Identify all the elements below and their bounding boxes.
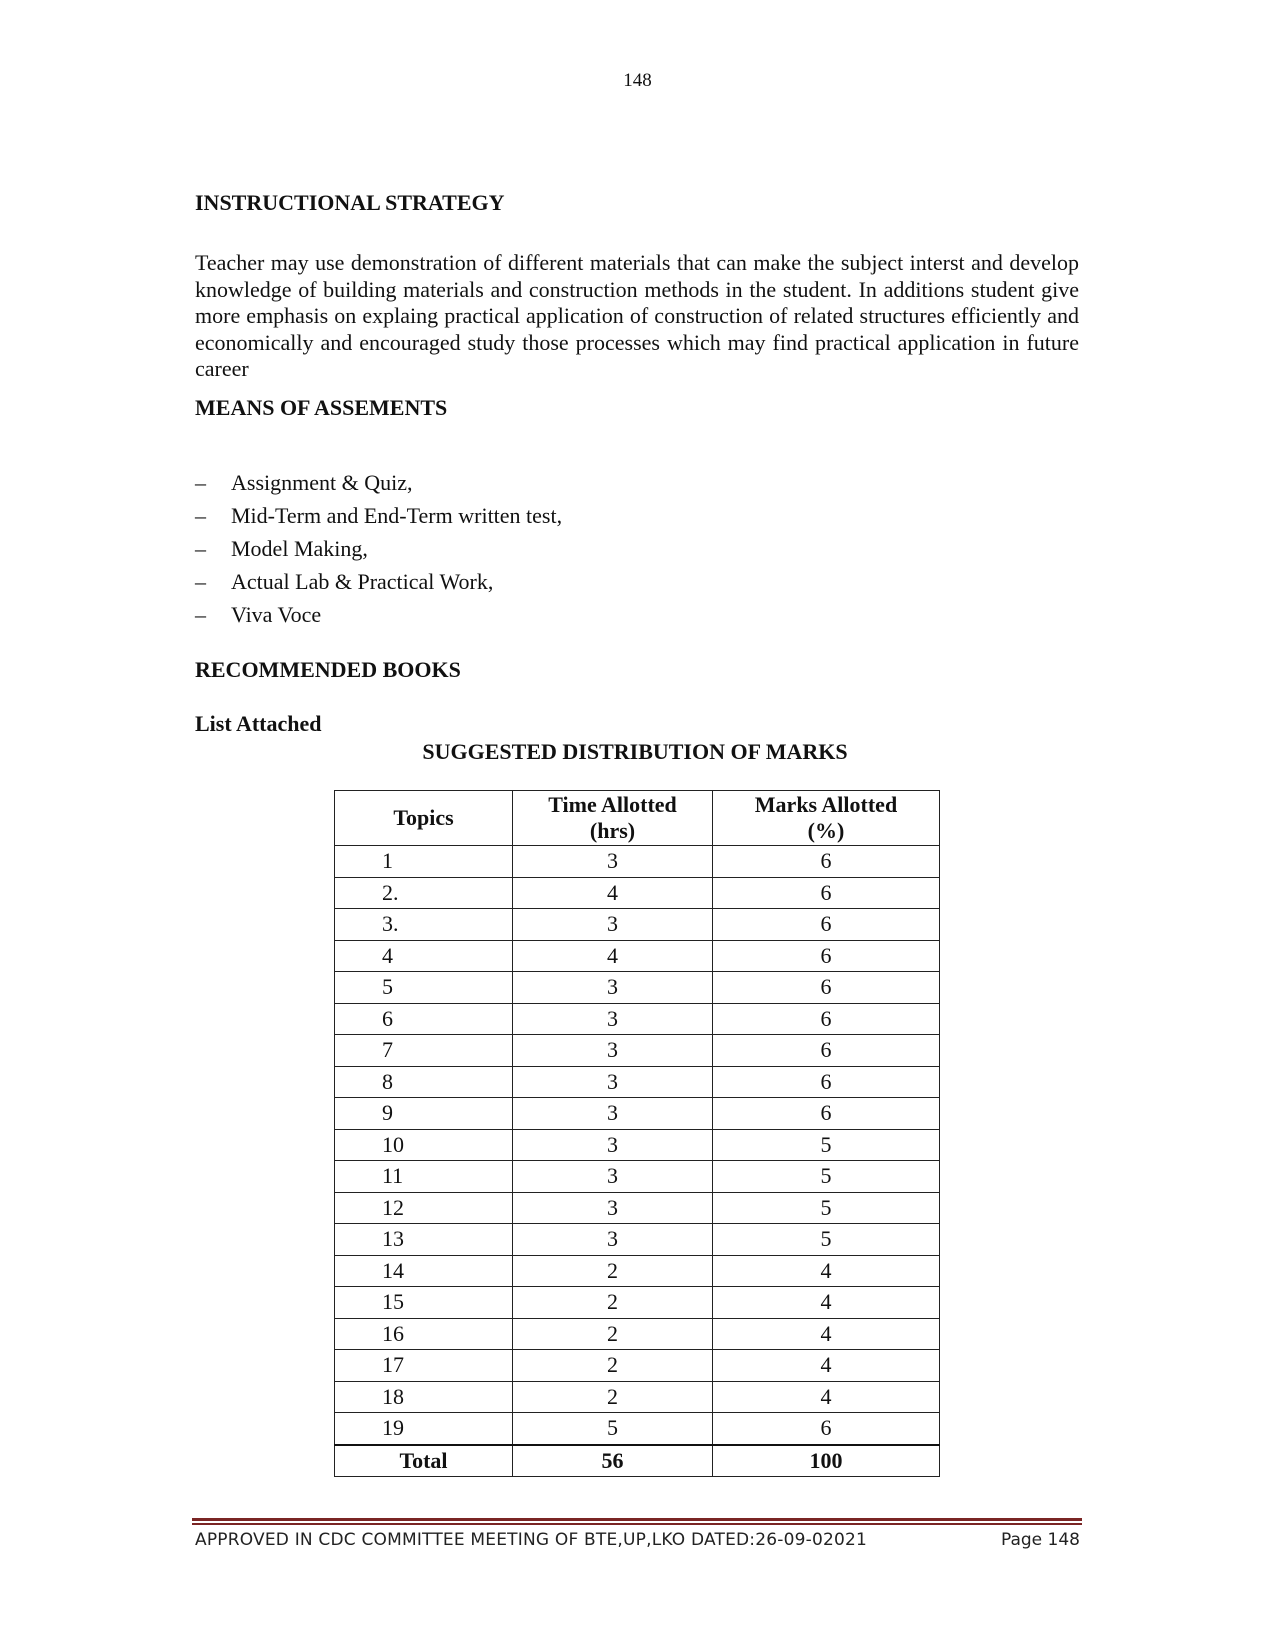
footer-approval-text: APPROVED IN CDC COMMITTEE MEETING OF BTE,UP,LKO DATED:26-09-02021 [195, 1530, 868, 1550]
time-cell: 3 [513, 1129, 713, 1161]
table-row [335, 1224, 940, 1256]
topic-cell: 16 [335, 1318, 513, 1350]
marks-cell: 5 [713, 1224, 940, 1256]
list-item [195, 532, 562, 565]
time-cell: 2 [513, 1255, 713, 1287]
table-row [335, 877, 940, 909]
assessment-item-label: Mid-Term and End-Term written test, [231, 503, 563, 528]
instructional-strategy-text: Teacher may use demonstration of different materials that can make the subject interst and develop knowledge of building materials and construction methods in the student. In additions student give more emphasis on explaing practical application of construction of related structures efficiently and economically and encouraged study those processes which may find practical application in future career [195, 250, 1079, 381]
table-row [335, 1318, 940, 1350]
time-cell: 3 [513, 972, 713, 1004]
footer-rule-thin [192, 1523, 1082, 1525]
list-item [195, 565, 562, 598]
time-cell: 3 [513, 909, 713, 941]
topic-cell: 17 [335, 1350, 513, 1382]
topic-cell: 10 [335, 1129, 513, 1161]
marks-cell: 6 [713, 909, 940, 941]
list-attached-note: List Attached [195, 711, 322, 736]
total-time: 56 [513, 1445, 713, 1477]
topic-cell: 5 [335, 972, 513, 1004]
marks-table-body [335, 846, 940, 1445]
table-row [335, 1381, 940, 1413]
marks-distribution-table [334, 790, 940, 1477]
topic-cell: 13 [335, 1224, 513, 1256]
table-row [335, 846, 940, 878]
assessment-item-label: Assignment & Quiz, [231, 470, 413, 495]
time-cell: 3 [513, 846, 713, 878]
instructional-strategy-heading: INSTRUCTIONAL STRATEGY [195, 190, 505, 215]
topic-cell: 14 [335, 1255, 513, 1287]
table-row [335, 1066, 940, 1098]
marks-header-line2: (%) [807, 818, 845, 843]
topics-column-header: Topics [335, 791, 513, 846]
total-label: Total [335, 1445, 513, 1477]
topic-cell: 8 [335, 1066, 513, 1098]
marks-allotted-column-header [713, 791, 940, 846]
marks-cell: 4 [713, 1255, 940, 1287]
assessment-item-label: Actual Lab & Practical Work, [231, 569, 494, 594]
footer-rule [192, 1518, 1082, 1521]
marks-cell: 6 [713, 1098, 940, 1130]
table-row [335, 1035, 940, 1067]
topic-cell: 2. [335, 877, 513, 909]
topic-cell: 18 [335, 1381, 513, 1413]
table-row [335, 1129, 940, 1161]
marks-cell: 4 [713, 1287, 940, 1319]
table-row [335, 1161, 940, 1193]
time-cell: 5 [513, 1413, 713, 1445]
list-item [195, 499, 562, 532]
table-row [335, 1255, 940, 1287]
topic-cell: 9 [335, 1098, 513, 1130]
list-item [195, 466, 562, 499]
time-cell: 2 [513, 1287, 713, 1319]
recommended-books-heading: RECOMMENDED BOOKS [195, 657, 461, 682]
time-cell: 3 [513, 1224, 713, 1256]
marks-cell: 4 [713, 1318, 940, 1350]
table-row [335, 1003, 940, 1035]
marks-cell: 6 [713, 877, 940, 909]
footer-page-label: Page 148 [1000, 1530, 1080, 1550]
topic-cell: 4 [335, 940, 513, 972]
assessment-list [195, 466, 562, 631]
time-header-line2: (hrs) [589, 818, 636, 843]
total-marks: 100 [713, 1445, 940, 1477]
time-cell: 2 [513, 1350, 713, 1382]
topic-cell: 15 [335, 1287, 513, 1319]
marks-cell: 4 [713, 1350, 940, 1382]
topic-cell: 6 [335, 1003, 513, 1035]
table-row [335, 1098, 940, 1130]
marks-header-line1: Marks Allotted [754, 792, 898, 817]
marks-cell: 6 [713, 1413, 940, 1445]
table-row [335, 1192, 940, 1224]
table-row [335, 909, 940, 941]
topic-cell: 3. [335, 909, 513, 941]
time-cell: 3 [513, 1192, 713, 1224]
time-cell: 3 [513, 1003, 713, 1035]
topic-cell: 7 [335, 1035, 513, 1067]
time-cell: 3 [513, 1161, 713, 1193]
marks-cell: 4 [713, 1381, 940, 1413]
marks-cell: 6 [713, 1066, 940, 1098]
table-row [335, 940, 940, 972]
time-cell: 3 [513, 1066, 713, 1098]
table-row [335, 1350, 940, 1382]
dash-bullet: – [195, 470, 206, 495]
table-header-row [335, 791, 940, 846]
total-row [335, 1445, 940, 1477]
time-header-line1: Time Allotted [548, 792, 677, 817]
assessment-item-label: Viva Voce [231, 602, 322, 627]
dash-bullet: – [195, 602, 206, 627]
table-row [335, 1413, 940, 1445]
dash-bullet: – [195, 569, 206, 594]
marks-table-title: SUGGESTED DISTRIBUTION OF MARKS [422, 739, 848, 764]
time-cell: 3 [513, 1098, 713, 1130]
time-cell: 3 [513, 1035, 713, 1067]
dash-bullet: – [195, 503, 206, 528]
page-number: 148 [623, 70, 652, 91]
list-item [195, 598, 562, 631]
marks-cell: 6 [713, 846, 940, 878]
means-of-assessment-heading: MEANS OF ASSEMENTS [195, 395, 448, 420]
marks-cell: 5 [713, 1161, 940, 1193]
topic-cell: 1 [335, 846, 513, 878]
marks-cell: 5 [713, 1192, 940, 1224]
topic-cell: 19 [335, 1413, 513, 1445]
marks-cell: 6 [713, 1003, 940, 1035]
time-cell: 4 [513, 877, 713, 909]
dash-bullet: – [195, 536, 206, 561]
time-cell: 2 [513, 1381, 713, 1413]
time-cell: 2 [513, 1318, 713, 1350]
table-row [335, 1287, 940, 1319]
time-cell: 4 [513, 940, 713, 972]
assessment-item-label: Model Making, [231, 536, 368, 561]
table-row [335, 972, 940, 1004]
marks-cell: 6 [713, 972, 940, 1004]
topic-cell: 11 [335, 1161, 513, 1193]
marks-cell: 6 [713, 1035, 940, 1067]
topic-cell: 12 [335, 1192, 513, 1224]
time-allotted-column-header [513, 791, 713, 846]
marks-cell: 5 [713, 1129, 940, 1161]
marks-cell: 6 [713, 940, 940, 972]
